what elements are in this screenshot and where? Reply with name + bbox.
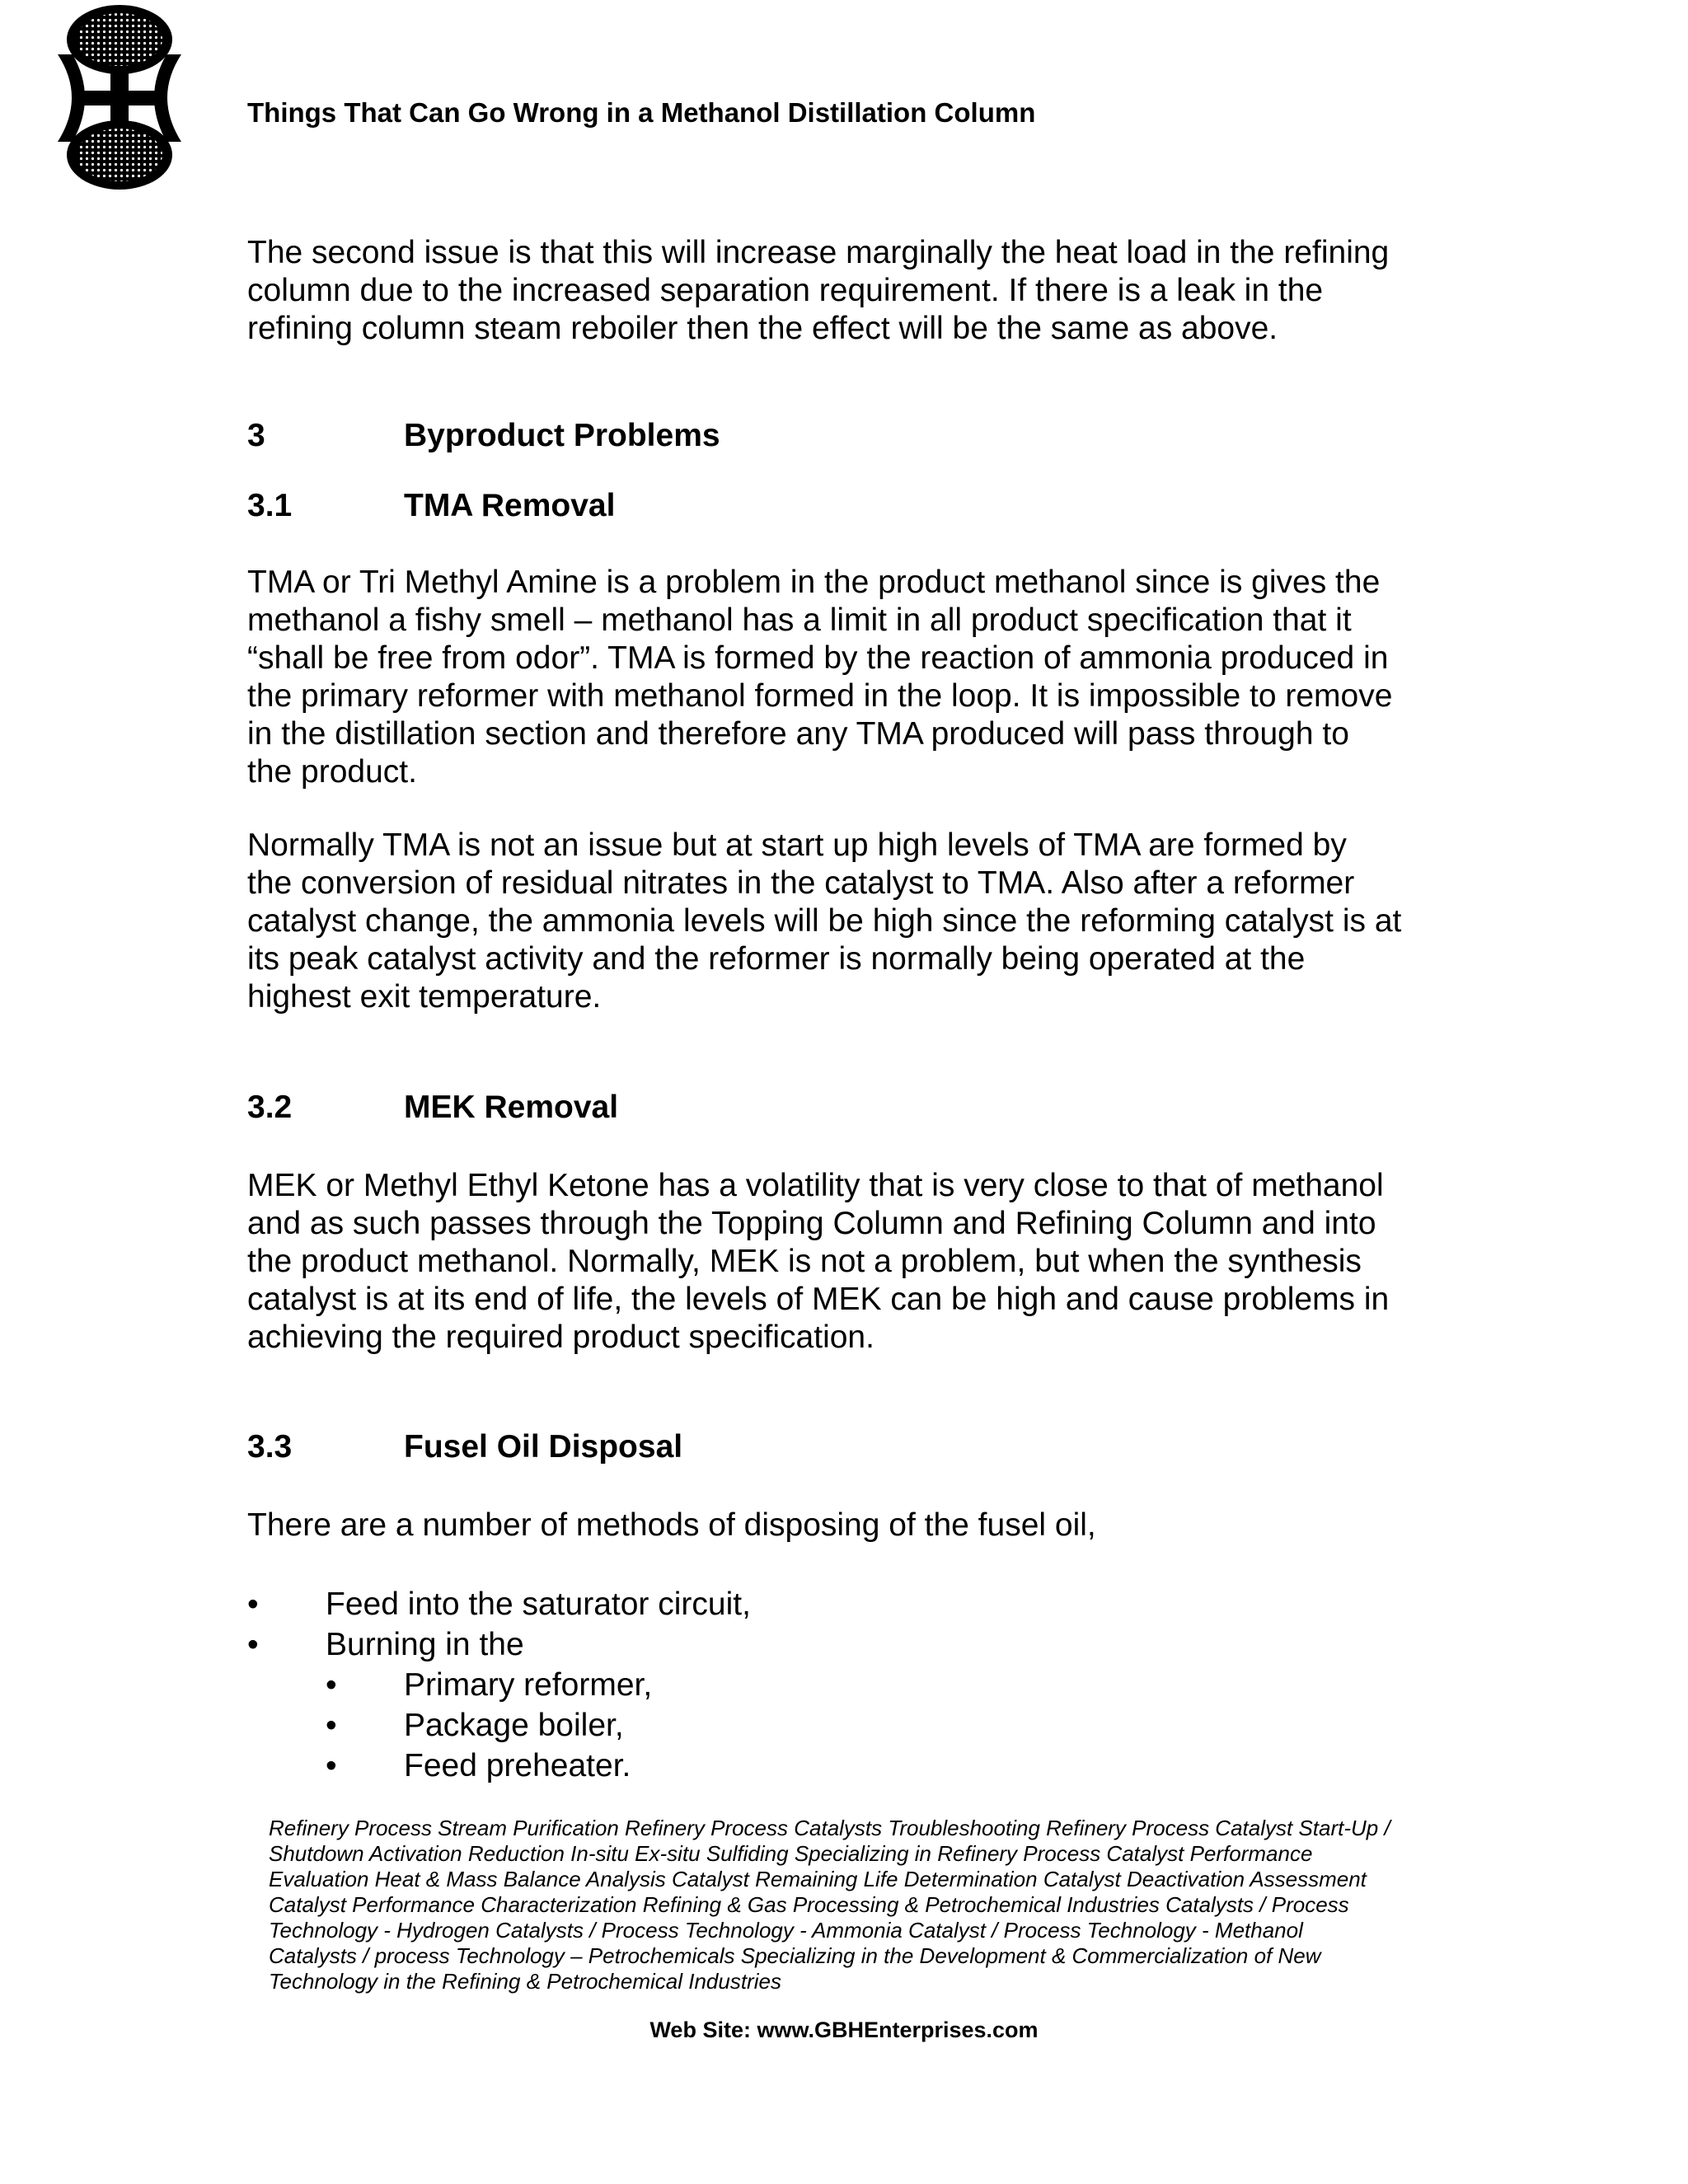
section-number: 3 [247, 418, 265, 453]
page-header-title: Things That Can Go Wrong in a Methanol Distillation Column [247, 97, 1036, 128]
footer-line: Shutdown Activation Reduction In-situ Ex-situ Sulfiding Specializing in Refinery Process Catalyst Performance [269, 1841, 1313, 1866]
text-line: TMA or Tri Methyl Amine is a problem in the product methanol since is gives the [247, 565, 1381, 600]
fusel-oil-intro [247, 1507, 1467, 1544]
footer-line: Technology in the Refining & Petrochemical Industries [269, 1969, 781, 1994]
footer-line: Evaluation Heat & Mass Balance Analysis Catalyst Remaining Life Determination Catalyst Deactivation Assessment [269, 1867, 1367, 1891]
footer-line: Refinery Process Stream Purification Refinery Process Catalysts Troubleshooting Refinery Process Catalyst Start-Up / [269, 1816, 1390, 1840]
tma-paragraph-2 [247, 827, 1467, 1016]
text-line: the product. [247, 754, 417, 790]
section-title: Byproduct Problems [404, 418, 720, 453]
list-item-text: Package boiler, [404, 1708, 624, 1743]
section-number: 3.1 [247, 488, 293, 523]
text-line: catalyst is at its end of life, the levels of MEK can be high and cause problems in [247, 1282, 1390, 1317]
text-line: the conversion of residual nitrates in the catalyst to TMA. Also after a reformer [247, 865, 1355, 901]
list-item-text: Primary reformer, [404, 1667, 653, 1703]
section-title: MEK Removal [404, 1090, 619, 1125]
text-line: methanol a fishy smell – methanol has a limit in all product specification that it [247, 602, 1352, 638]
intro-paragraph [247, 234, 1467, 348]
list-item-text: Feed into the saturator circuit, [326, 1586, 751, 1622]
text-line: achieving the required product specification. [247, 1319, 874, 1355]
text-line: Normally TMA is not an issue but at start up high levels of TMA are formed by [247, 827, 1347, 863]
text-line: the product methanol. Normally, MEK is not a problem, but when the synthesis [247, 1244, 1362, 1279]
list-item-text: Feed preheater. [404, 1748, 631, 1783]
list-item-text: Burning in the [326, 1627, 524, 1662]
text-line: There are a number of methods of disposing of the fusel oil, [247, 1507, 1096, 1543]
text-line: the primary reformer with methanol formed in the loop. It is impossible to remove [247, 678, 1393, 714]
text-line: catalyst change, the ammonia levels will be high since the reforming catalyst is at [247, 903, 1402, 939]
section-number: 3.3 [247, 1429, 293, 1465]
section-number: 3.2 [247, 1090, 293, 1125]
footer-line: Catalysts / process Technology – Petrochemicals Specializing in the Development & Commercialization of New [269, 1943, 1321, 1968]
text-line: column due to the increased separation requirement. If there is a leak in the [247, 273, 1324, 308]
text-line: highest exit temperature. [247, 979, 602, 1015]
footer-line: Technology - Hydrogen Catalysts / Process Technology - Ammonia Catalyst / Process Technology - Methanol [269, 1918, 1303, 1943]
footer-line: Catalyst Performance Characterization Refining & Gas Processing & Petrochemical Industries Catalysts / Process [269, 1892, 1349, 1917]
text-line: in the distillation section and therefore any TMA produced will pass through to [247, 716, 1349, 752]
text-line: The second issue is that this will increase marginally the heat load in the refining [247, 235, 1390, 270]
bullet-icon: • [326, 1748, 337, 1783]
text-line: “shall be free from odor”. TMA is formed by the reaction of ammonia produced in [247, 640, 1389, 676]
bullet-icon: • [326, 1708, 337, 1743]
text-line: its peak catalyst activity and the reformer is normally being operated at the [247, 941, 1306, 977]
bullet-icon: • [326, 1667, 337, 1703]
text-line: MEK or Methyl Ethyl Ketone has a volatility that is very close to that of methanol [247, 1168, 1384, 1203]
tma-paragraph-1 [247, 564, 1467, 791]
bullet-icon: • [247, 1586, 259, 1622]
section-title: Fusel Oil Disposal [404, 1429, 683, 1465]
text-line: refining column steam reboiler then the effect will be the same as above. [247, 311, 1278, 346]
footer-services-text [269, 1816, 1505, 1994]
bullet-icon: • [247, 1627, 259, 1662]
footer-website: Web Site: www.GBHEnterprises.com [649, 2018, 1039, 2042]
section-title: TMA Removal [404, 488, 616, 523]
mek-paragraph [247, 1167, 1467, 1357]
text-line: and as such passes through the Topping Column and Refining Column and into [247, 1206, 1376, 1241]
company-logo [49, 0, 190, 198]
